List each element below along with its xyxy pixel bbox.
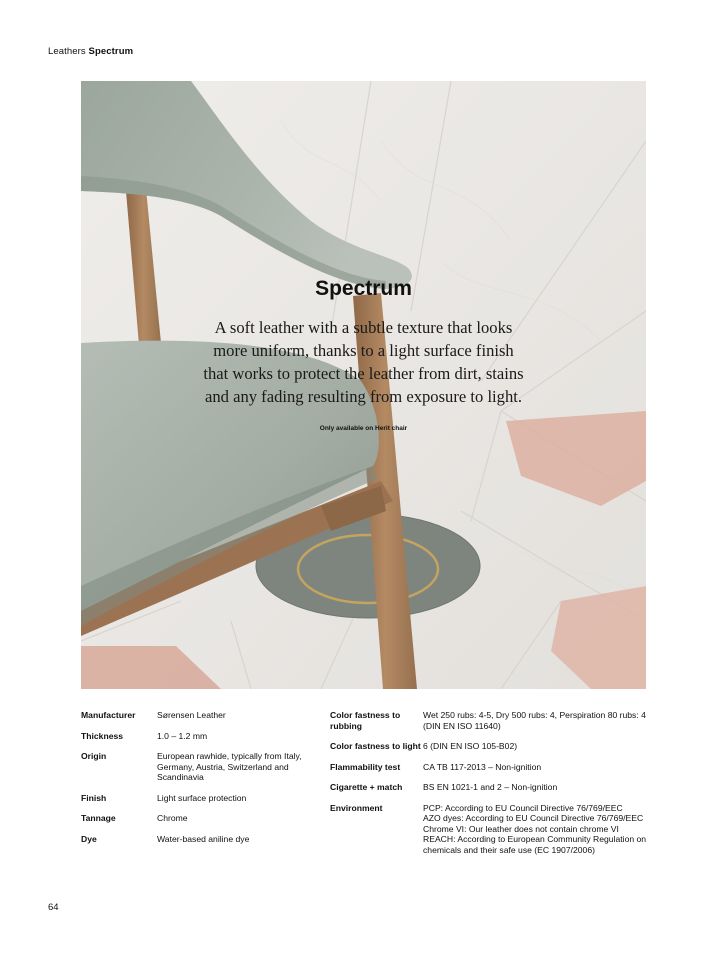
spec-value-line: AZO dyes: According to EU Council Directive 76/769/EEC	[423, 813, 644, 823]
spec-value	[157, 710, 311, 721]
spec-label-line: Environment	[330, 802, 383, 813]
spec-value-line: Scandinavia	[157, 772, 204, 782]
header-title: Spectrum	[88, 46, 134, 57]
spec-label: Dye	[81, 833, 97, 844]
spec-value-line: BS EN 1021-1 and 2 – Non-ignition	[423, 782, 558, 792]
spec-label	[330, 762, 423, 773]
spec-label: Manufacturer	[81, 710, 136, 720]
spec-label-line: Cigarette + match	[330, 782, 403, 792]
spec-value	[157, 834, 311, 845]
spec-value-line: Light surface protection	[157, 792, 247, 803]
specs-table-left	[81, 710, 311, 844]
spec-value-line: Chrome	[157, 813, 188, 823]
spec-label	[330, 803, 423, 814]
spec-row-rubbing	[330, 710, 650, 731]
header-section: Leathers	[48, 46, 86, 57]
spec-label-line: Flammability test	[330, 761, 401, 772]
spec-label: Thickness	[81, 730, 124, 741]
spec-value-line: Germany, Austria, Switzerland and	[157, 761, 289, 772]
spec-value-line: CA TB 117-2013 – Non-ignition	[423, 761, 542, 772]
page-number: 64	[48, 902, 59, 913]
spec-label: Origin	[81, 751, 107, 761]
spec-row-origin	[81, 751, 311, 783]
spec-row-finish	[81, 793, 311, 804]
hero-image	[81, 81, 646, 689]
page-header	[48, 46, 133, 57]
spec-value-line: Chrome VI: Our leather does not contain chrome VI	[423, 823, 619, 834]
spec-label: Tannage	[81, 813, 116, 823]
spec-value	[157, 813, 311, 824]
spec-value-line: PCP: According to EU Council Directive 76/769/EEC	[423, 802, 623, 813]
spec-value-line: European rawhide, typically from Italy,	[157, 751, 302, 761]
spec-row-dye	[81, 834, 311, 845]
spec-row-manufacturer	[81, 710, 311, 721]
spec-value-line: (DIN EN ISO 11640)	[423, 720, 501, 731]
spec-value	[423, 762, 650, 773]
spec-value	[423, 782, 650, 793]
spec-label	[330, 782, 423, 793]
spec-row-light	[330, 741, 650, 752]
spec-row-thickness	[81, 731, 311, 742]
spec-value-line: chemicals and their safe use (EC 1907/2006)	[423, 844, 595, 855]
specs-table-right	[330, 710, 650, 855]
hero-description-line: more uniform, thanks to a light surface finish	[213, 341, 514, 360]
spec-label-line: rubbing	[330, 720, 362, 731]
spec-value-line: REACH: According to European Community Regulation on	[423, 834, 647, 844]
spec-label-line: Color fastness to	[330, 710, 401, 720]
spec-value	[157, 751, 311, 783]
spec-value	[157, 793, 311, 804]
spec-row-cigarette	[330, 782, 650, 793]
hero-description-line: and any fading resulting from exposure to light.	[204, 387, 523, 406]
spec-value-line: Wet 250 rubs: 4-5, Dry 500 rubs: 4, Perspiration 80 rubs: 4	[423, 710, 646, 720]
spec-value	[157, 731, 311, 742]
hero-description-line: that works to protect the leather from dirt, stains	[203, 364, 524, 383]
spec-value-line: Water-based aniline dye	[157, 833, 250, 844]
spec-value-line: Sørensen Leather	[157, 710, 226, 720]
spec-label-line: Color fastness to light	[330, 741, 421, 751]
spec-value	[423, 741, 650, 752]
spec-value	[423, 710, 650, 731]
spec-label	[330, 741, 423, 752]
spec-value-line: 1.0 – 1.2 mm	[157, 730, 208, 741]
spec-label	[330, 710, 423, 731]
hero-note: Only available on Herit chair	[319, 425, 408, 432]
hero-title: Spectrum	[315, 277, 412, 300]
spec-row-flammability	[330, 762, 650, 773]
spec-row-tannage	[81, 813, 311, 824]
spec-value-line: 6 (DIN EN ISO 105-B02)	[423, 741, 518, 751]
spec-row-environment	[330, 803, 650, 856]
spec-label: Finish	[81, 792, 107, 803]
spec-value	[423, 803, 650, 856]
hero-description	[171, 316, 556, 408]
hero-description-line: A soft leather with a subtle texture that looks	[214, 318, 513, 337]
